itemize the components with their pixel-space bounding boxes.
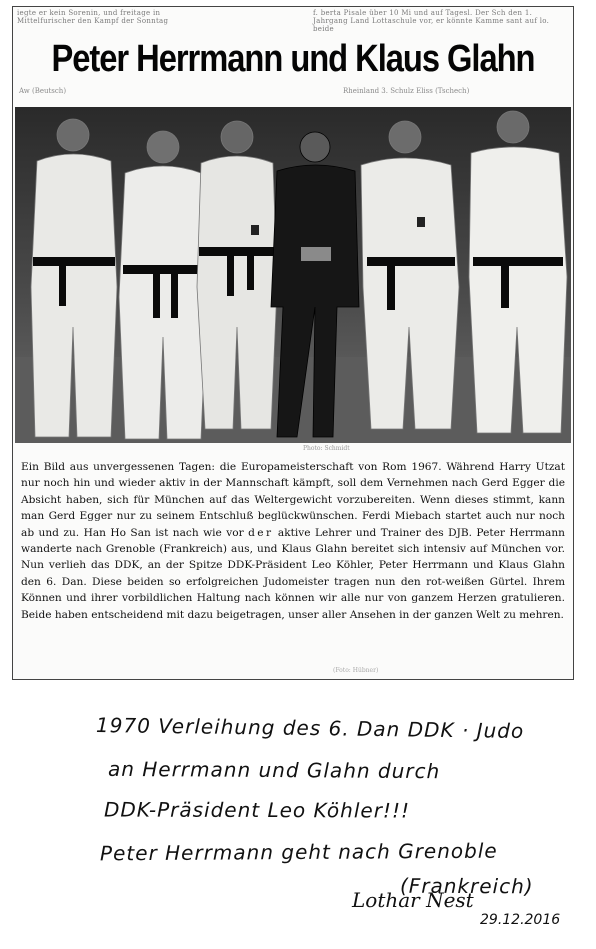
- bleed-mid-left: Aw (Beutsch): [19, 87, 67, 95]
- bleed-mid-right: Rheinland 3. Schulz Eliss (Tschech): [343, 87, 470, 95]
- team-photo: [15, 107, 571, 443]
- signature: Lothar Nest: [352, 888, 474, 912]
- bottom-credit: (Foto: Hübner): [333, 667, 379, 674]
- photo-caption: [21, 459, 565, 623]
- team-photo-illustration: [15, 107, 571, 443]
- newspaper-clipping: [12, 6, 574, 680]
- bleed-top-left: iegte er kein Sorenin, und freitage in Mittelfurischer den Kampf der Sonntag: [17, 9, 169, 25]
- caption-part-2: aktive Lehrer und Trainer des DJB. Peter Herrmann wanderte nach Grenoble (Frankreich) aus, und Klaus Glahn bereitet sich intensiv auf München vor. Nun verlieh das DDK, an der Spitze DDK-Präsident Leo Köhler, Peter Herrmann und Klaus Glahn den 6. Dan. Diese beiden so erfolgreichen Judomeister tragen nun den rot-weißen Gürtel. Ihrem Können und ihrer vorbildlichen Haltung nach können wir alle nur von ganzem Herzen gratulieren. Beide haben entscheidend mit dazu beigetragen, unser aller Ansehen in der ganzen Welt zu mehren.: [21, 526, 566, 621]
- caption-part-1: Ein Bild aus unvergessenen Tagen: die Europameisterschaft von Rom 1967. Während Harry Utzat nur noch hin und wieder aktiv in der Mannschaft kämpft, soll dem Vernehmen nach Gerd Egger die Absicht haben, sich für München auf das Weltergewicht vorzubereiten. Wenn dieses stimmt, kann man Gerd Egger nur zu seinem Entschluß beglückwünschen. Ferdi Miebach startet auch nur noch ab und zu. Han Ho San ist nach wie vor: [21, 461, 565, 539]
- bleed-through-text-top: [13, 7, 573, 33]
- note-line-5: (Frankreich): [399, 873, 534, 899]
- photo-credit: Photo: Schmidt: [303, 445, 350, 452]
- bleed-through-text-mid: [13, 85, 573, 107]
- note-line-2: an Herrmann und Glahn durch: [107, 756, 441, 784]
- note-line-3: DDK-Präsident Leo Köhler!!!: [103, 797, 411, 823]
- note-line-1: 1970 Verleihung des 6. Dan DDK · Judo: [95, 713, 525, 743]
- note-line-4: Peter Herrmann geht nach Grenoble: [99, 838, 498, 866]
- signature-date: 29.12.2016: [480, 912, 561, 928]
- headline: Peter Herrmann und Klaus Glahn: [51, 37, 535, 80]
- caption-spaced-word: der: [248, 526, 274, 539]
- bleed-top-right: f. berta Pisale über 10 Mi und auf Tagesl. Der Sch den 1. Jahrgang Land Lottaschule vor, er könnte Kamme sant auf lo. beide: [313, 9, 550, 33]
